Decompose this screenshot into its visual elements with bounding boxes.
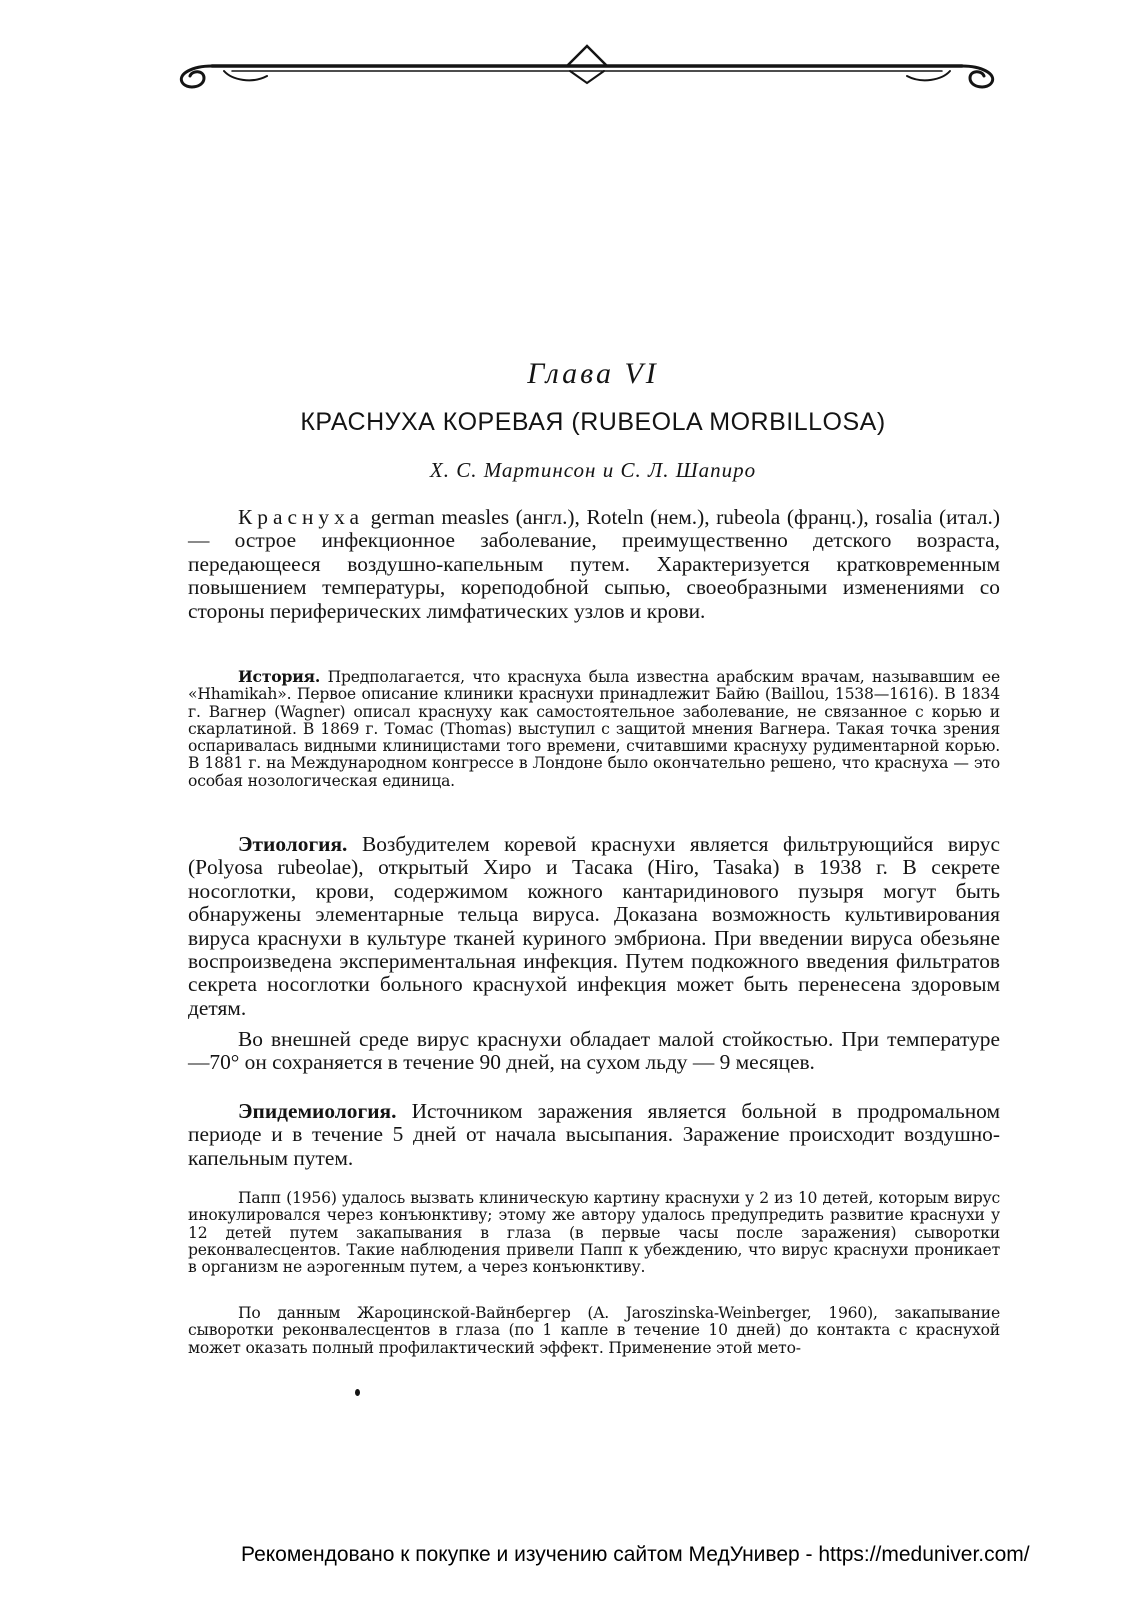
epidemiology-text: Источником заражения является больной в продромальном периоде и в течение 5 дней от начала высыпания. Заражение происходит воздушно-капельным путем. — [188, 1099, 1000, 1170]
intro-text: german measles (англ.), Roteln (нем.), rubeola (франц.), rosalia (итал.) — острое инфекционное заболевание, преимущественно детского возраста, передающееся воздушно-капельным путем. Характеризуется кратковременным повышением температуры, кореподобной сыпью, своеобразными изменениями со стороны периферических лимфатических узлов и крови. — [188, 505, 1000, 623]
note-paragraph-2: По данным Жароцинской-Вайнбергер (A. Jaroszinska-Weinberger, 1960), закапывание сыворотки реконвалесцентов в глаза (по 1 капле в течение 10 дней) до контакта с краснухой может оказать полный профилактический эффект. Применение этой мето- — [188, 1304, 1000, 1357]
intro-paragraph — [188, 506, 1000, 623]
etiology-text: Возбудителем коревой краснухи является фильтрующийся вирус (Polyosa rubeolae), открытый Хиро и Тасака (Hiro, Tasaka) в 1938 г. В секрете носоглотки, крови, содержимом кожного кантаридинового пузыря могут быть обнаружены элементарные тельца вируса. Доказана возможность культивирования вируса краснухи в культуре тканей куриного эмбриона. При введении вируса обезьяне воспроизведена экспериментальная инфекция. Путем подкожного введения фильтратов секрета носоглотки больного краснухой инфекция может быть перенесена здоровым детям. — [188, 832, 1000, 1020]
history-paragraph — [188, 668, 1000, 790]
epidemiology-paragraph — [188, 1100, 1000, 1170]
history-heading: История. — [238, 667, 321, 686]
header-ornament — [172, 40, 1002, 96]
chapter-heading: Глава VI — [527, 357, 659, 390]
etiology-paragraph — [188, 833, 1000, 1020]
note-paragraph-1: Папп (1956) удалось вызвать клиническую картину краснухи у 2 из 10 детей, которым вирус инокулировался через конъюнктиву; этому же автору удалось предупредить развитие краснухи у 12 детей путем закапывания в глаза (в первые часы после заражения) сыворотки реконвалесцентов. Такие наблюдения привели Папп к убеждению, что вирус краснухи проникает в организм не аэрогенным путем, а через конъюнктиву. — [188, 1189, 1000, 1277]
epidemiology-heading: Эпидемиология. — [238, 1099, 397, 1123]
footer-link[interactable]: Рекомендовано к покупке и изучению сайтом МедУнивер - https://meduniver.com/ — [241, 1543, 1030, 1566]
stability-paragraph: Во внешней среде вирус краснухи обладает малой стойкостью. При температуре —70° он сохраняется в течение 90 дней, на сухом льду — 9 месяцев. — [188, 1027, 1000, 1075]
chapter-title: КРАСНУХА КОРЕВАЯ (RUBEOLA MORBILLOSA) — [300, 408, 886, 436]
etiology-heading: Этиология. — [238, 832, 348, 856]
stray-dot — [355, 1389, 360, 1396]
authors-line: Х. С. Мартинсон и С. Л. Шапиро — [429, 458, 757, 482]
history-text: Предполагается, что краснуха была известна арабским врачам, называвшим ее «Hhamikah». Первое описание клиники краснухи принадлежит Байю (Baillou, 1538—1616). В 1834 г. Вагнер (Wagner) описал краснуху как самостоятельное заболевание, не связанное с корью и скарлатиной. В 1869 г. Томас (Thomas) выступил с защитой мнения Вагнера. Такая точка зрения оспаривалась видными клиницистами того времени, считавшими краснуху рудиментарной корью. В 1881 г. на Международном конгрессе в Лондоне было окончательно решено, что краснуха — это особая нозологическая единица. — [188, 668, 1000, 790]
intro-term: Краснуха — [238, 505, 365, 529]
